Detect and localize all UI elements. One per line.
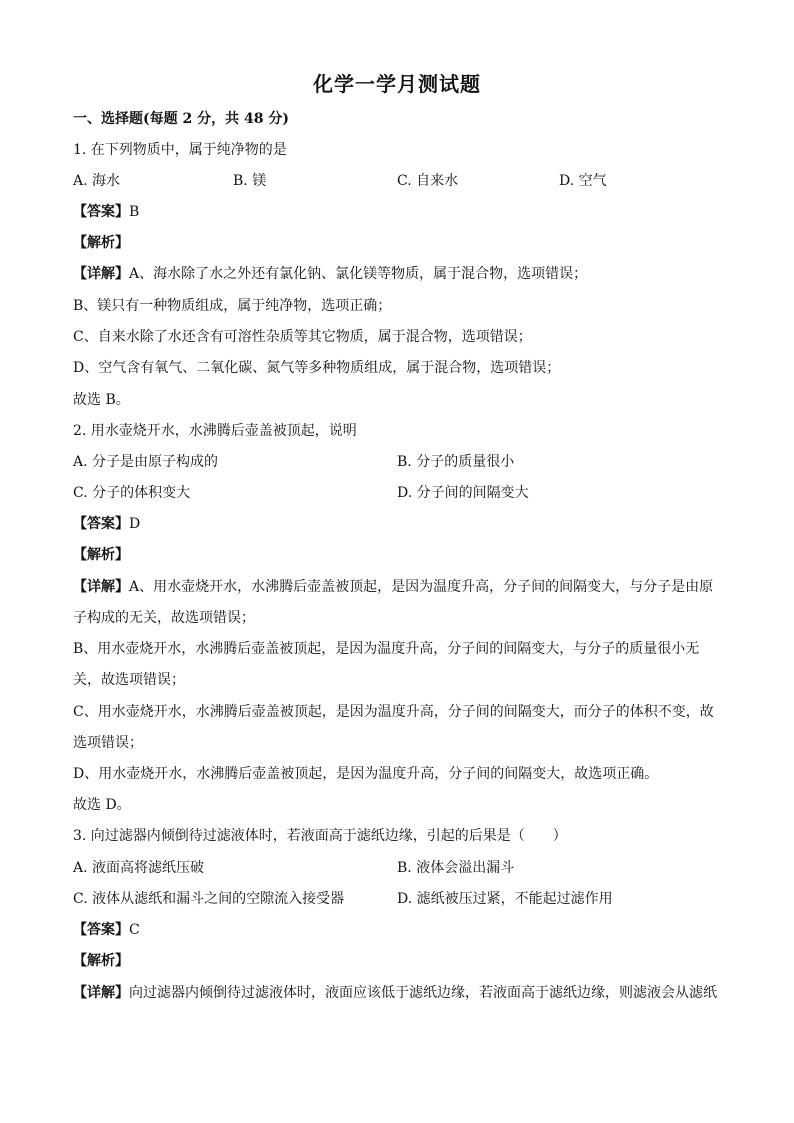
detail-text: A、用水壶烧开水，水沸腾后壶盖被顶起，是因为温度升高，分子间的间隔变大，与分子是由原 <box>129 579 714 595</box>
q2-detail-line: 关，故选项错误； <box>73 672 185 688</box>
page-title: 化学一学月测试题 <box>313 72 481 96</box>
q2-detail-line: D、用水壶烧开水，水沸腾后壶盖被顶起，是因为温度升高，分子间的间隔变大，故选项正确。 <box>73 766 659 782</box>
q1-detail-line <box>73 264 587 284</box>
q3-option-c: C. 液体从滤纸和漏斗之间的空隙流入接受器 <box>73 891 345 907</box>
answer-value: C <box>129 922 140 938</box>
question-3-stem: 3. 向过滤器内倾倒待过滤液体时，若液面高于滤纸边缘，引起的后果是（ ） <box>73 828 567 844</box>
q2-detail-line: 子构成的无关，故选项错误； <box>73 610 255 626</box>
detail-tag: 【详解】 <box>73 985 129 1001</box>
q3-analysis-tag: 【解析】 <box>73 953 129 969</box>
q2-conclusion: 故选 D。 <box>73 797 131 813</box>
q3-option-b: B. 液体会溢出漏斗 <box>397 860 515 876</box>
q2-detail-line: C、用水壶烧开水，水沸腾后壶盖被顶起，是因为温度升高，分子间的间隔变大，而分子的体积不变，故 <box>73 704 714 720</box>
q1-detail-line: B、镁只有一种物质组成，属于纯净物，选项正确； <box>73 298 392 314</box>
question-1-stem: 1. 在下列物质中，属于纯净物的是 <box>73 142 287 158</box>
q2-detail-line: 选项错误； <box>73 735 143 751</box>
q1-analysis-tag: 【解析】 <box>73 235 129 251</box>
q1-detail-line: D、空气含有氧气、二氧化碳、氮气等多种物质组成，属于混合物，选项错误； <box>73 360 561 376</box>
detail-tag: 【详解】 <box>73 266 129 282</box>
detail-text: A、海水除了水之外还有氯化钠、氯化镁等物质，属于混合物，选项错误； <box>129 266 588 282</box>
answer-tag: 【答案】 <box>73 516 129 532</box>
answer-value: B <box>129 204 140 220</box>
q1-answer <box>73 202 139 222</box>
q3-detail-line <box>73 983 717 1003</box>
q2-detail-line <box>73 577 713 597</box>
detail-tag: 【详解】 <box>73 579 129 595</box>
q2-answer <box>73 514 140 534</box>
q2-analysis-tag: 【解析】 <box>73 547 129 563</box>
q2-detail-line: B、用水壶烧开水，水沸腾后壶盖被顶起，是因为温度升高，分子间的间隔变大，与分子的质量很小无 <box>73 641 700 657</box>
answer-tag: 【答案】 <box>73 204 129 220</box>
q3-option-d: D. 滤纸被压过紧，不能起过滤作用 <box>397 891 613 907</box>
q3-answer <box>73 920 140 940</box>
q2-option-b: B. 分子的质量很小 <box>397 454 515 470</box>
q1-option-a: A. 海水 <box>73 173 121 189</box>
detail-text: 向过滤器内倾倒待过滤液体时，液面应该低于滤纸边缘，若液面高于滤纸边缘，则滤液会从滤纸 <box>129 985 717 1001</box>
answer-tag: 【答案】 <box>73 922 129 938</box>
q1-option-d: D. 空气 <box>559 173 607 189</box>
q2-option-a: A. 分子是由原子构成的 <box>73 454 219 470</box>
q1-option-c: C. 自来水 <box>397 173 459 189</box>
q1-option-b: B. 镁 <box>233 173 267 189</box>
q1-conclusion: 故选 B。 <box>73 392 130 408</box>
q2-option-c: C. 分子的体积变大 <box>73 485 191 501</box>
q2-option-d: D. 分子间的间隔变大 <box>397 485 529 501</box>
answer-value: D <box>129 516 141 532</box>
q3-option-a: A. 液面高将滤纸压破 <box>73 860 205 876</box>
section-heading: 一、选择题(每题 2 分，共 48 分) <box>73 111 289 127</box>
question-2-stem: 2. 用水壶烧开水，水沸腾后壶盖被顶起，说明 <box>73 423 357 439</box>
q1-detail-line: C、自来水除了水还含有可溶性杂质等其它物质，属于混合物，选项错误； <box>73 329 532 345</box>
